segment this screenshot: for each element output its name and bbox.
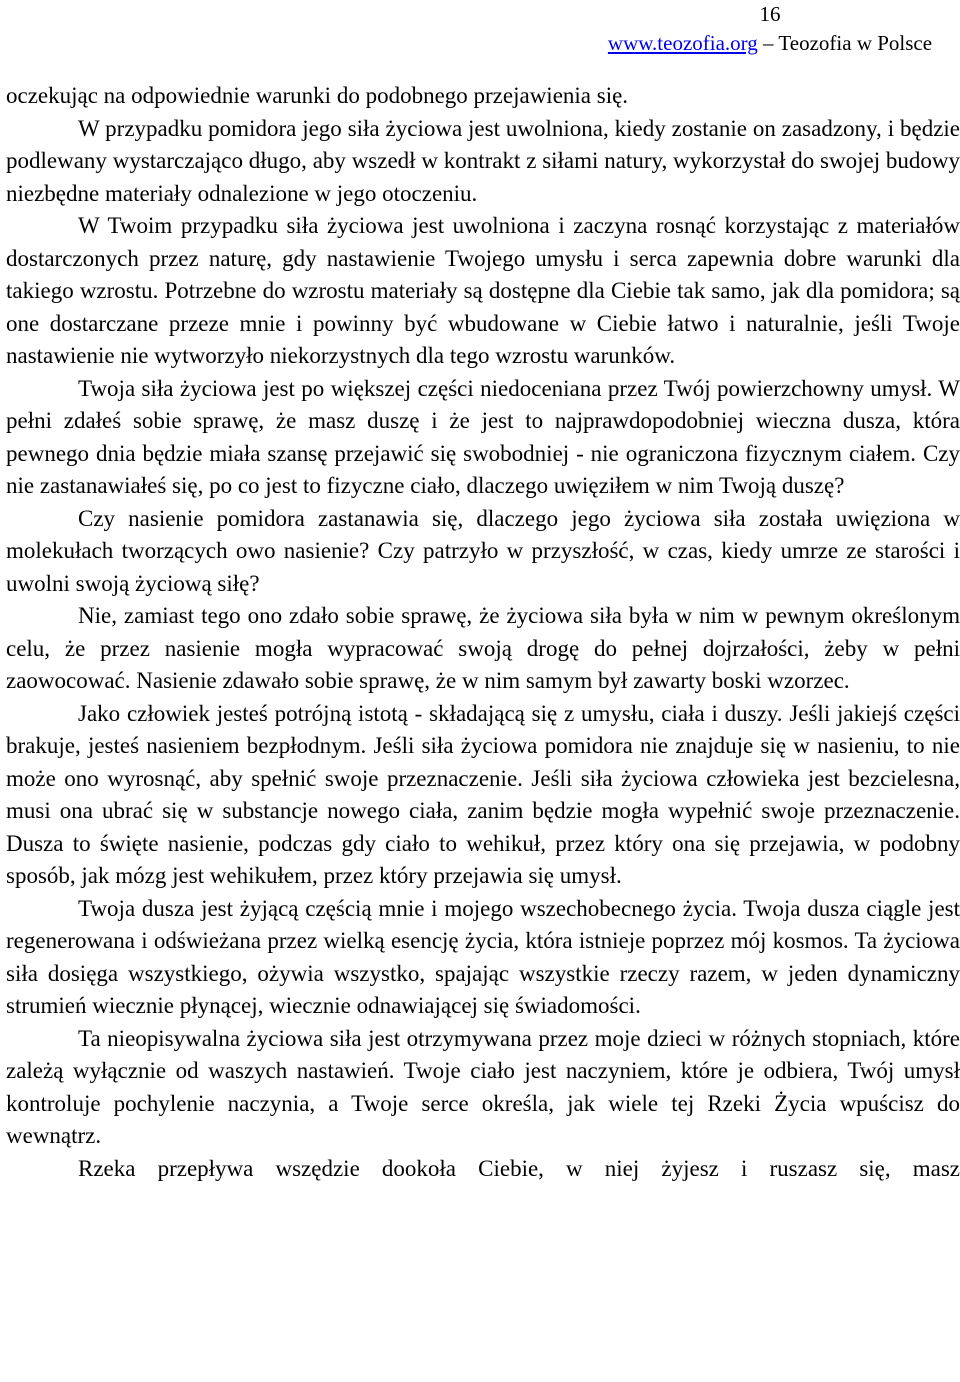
paragraph: Nie, zamiast tego ono zdało sobie sprawę, że życiowa siła była w nim w pewnym określonym celu, że przez nasienie mogła wypracować swoją drogę do pełnej dojrzałości, żeby w pełni zaowocować. Nasienie zdawało sobie sprawę, że w nim samym był zawarty boski wzorzec.	[6, 603, 960, 693]
paragraph: W przypadku pomidora jego siła życiowa jest uwolniona, kiedy zostanie on zasadzony, i będzie podlewany wystarczająco długo, aby wszedł w kontrakt z siłami natury, wykorzystał do swojej budowy niezbędne materiały odnalezione w jego otoczeniu.	[6, 115, 960, 206]
paragraph: Twoja dusza jest żyjącą częścią mnie i mojego wszechobecnego życia. Twoja dusza ciągle jest regenerowana i odświeżana przez wielką esencję życia, która istnieje poprzez mój kosmos. Ta życiowa siła dosięga wszystkiego, ożywia wszystko, spajając wszystkie rzeczy razem, w jeden dynamiczny strumień wiecznie płynącej, wiecznie odnawiającej się świadomości.	[6, 895, 960, 1018]
paragraph: Rzeka przepływa wszędzie dookoła Ciebie, w niej żyjesz i ruszasz się, masz	[78, 1155, 960, 1181]
document-body	[6, 80, 960, 1185]
page-header	[580, 0, 960, 58]
page-number: 16	[759, 2, 781, 26]
site-title: – Teozofia w Polsce	[757, 31, 933, 55]
site-line	[580, 29, 960, 58]
paragraph: Twoja siła życiowa jest po większej części niedoceniana przez Twój powierzchowny umysł. W pełni zdałeś sobie sprawę, że masz duszę i że jest to najprawdopodobniej wieczna dusza, która pewnego dnia będzie miała szansę przejawić się swobodniej - nie ograniczona fizycznym ciałem. Czy nie zastanawiałeś się, po co jest to fizyczne ciało, dlaczego uwięziłem w nim Twoją duszę?	[6, 375, 960, 498]
paragraph-continuation: oczekując na odpowiednie warunki do podobnego przejawienia się.	[6, 83, 629, 108]
paragraph: Ta nieopisywalna życiowa siła jest otrzymywana przez moje dzieci w różnych stopniach, które zależą wyłącznie od waszych nastawień. Twoje ciało jest naczyniem, które je odbiera, Twój umysł kontroluje pochylenie naczynia, a Twoje serce określa, jak wiele tej Rzeki Życia wpuścisz do wewnątrz.	[6, 1025, 960, 1148]
paragraph: Czy nasienie pomidora zastanawia się, dlaczego jego życiowa siła została uwięziona w molekułach tworzących owo nasienie? Czy patrzyło w przyszłość, w czas, kiedy umrze ze starości i uwolni swoją życiową siłę?	[6, 505, 960, 596]
paragraph: W Twoim przypadku siła życiowa jest uwolniona i zaczyna rosnąć korzystając z materiałów dostarczonych przez naturę, gdy nastawienie Twojego umysłu i serca zapewnia dobre warunki dla takiego wzrostu. Potrzebne do wzrostu materiały są dostępne dla Ciebie tak samo, jak dla pomidora; są one dostarczane przeze mnie i powinny być wbudowane w Ciebie łatwo i naturalnie, jeśli Twoje nastawienie nie wytworzyło niekorzystnych dla tego wzrostu warunków.	[6, 213, 960, 368]
paragraph: Jako człowiek jesteś potrójną istotą - składającą się z umysłu, ciała i duszy. Jeśli jakiejś części brakuje, jesteś nasieniem bezpłodnym. Jeśli siła życiowa pomidora nie znajduje się w nasieniu, to nie może ono wyrosnąć, aby spełnić swoje przeznaczenie. Jeśli siła życiowa człowieka jest bezcielesna, musi ona ubrać się w substancje nowego ciała, zanim będzie mogła wypełnić swoje przeznaczenie. Dusza to święte nasienie, podczas gdy ciało to wehikuł, przez który ona się przejawia, w podobny sposób, jak mózg jest wehikułem, przez który przejawia się umysł.	[6, 700, 960, 888]
site-link[interactable]: www.teozofia.org	[607, 31, 758, 55]
